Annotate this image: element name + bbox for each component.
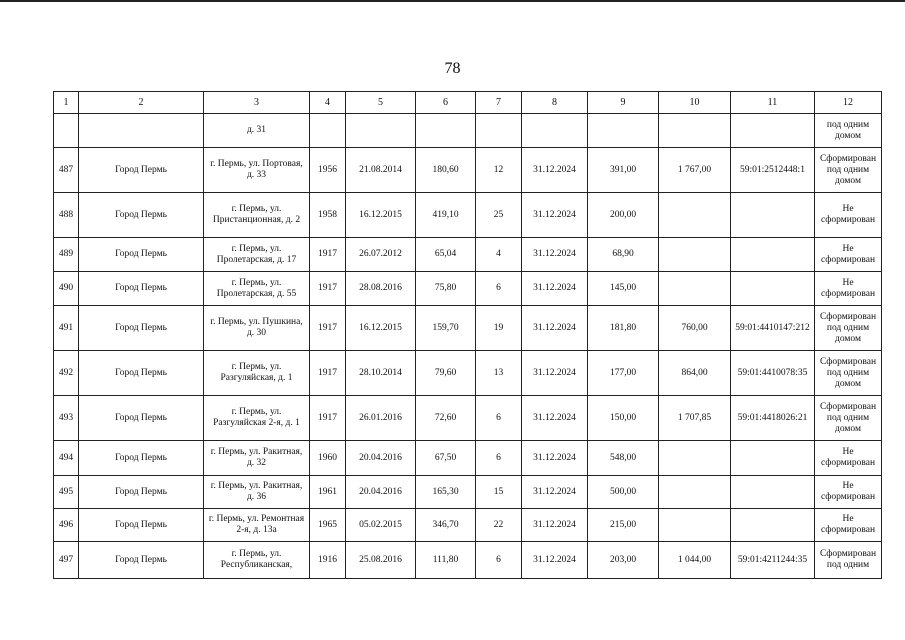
address-cell: г. Пермь, ул. Разгуляйская, д. 1 [204,351,310,396]
count-cell: 6 [476,542,522,579]
amount-cell: 1 707,85 [659,396,731,441]
count-cell: 6 [476,272,522,306]
area-cell: 65,04 [416,238,476,272]
column-header: 9 [588,92,659,114]
date-cell: 16.12.2015 [346,193,416,238]
amount-cell [659,441,731,476]
deadline-cell: 31.12.2024 [522,509,588,542]
cadastral-number-cell [731,238,815,272]
row-number-cell: 495 [54,476,79,509]
address-cell: г. Пермь, ул. Ракитная, д. 36 [204,476,310,509]
deadline-cell: 31.12.2024 [522,306,588,351]
count-cell: 12 [476,148,522,193]
table-row [54,476,882,509]
table-row [54,306,882,351]
count-cell: 6 [476,396,522,441]
row-number-cell: 490 [54,272,79,306]
municipality-cell: Город Пермь [79,396,204,441]
count-cell: 15 [476,476,522,509]
area-cell: 165,30 [416,476,476,509]
column-header: 5 [346,92,416,114]
count-cell: 13 [476,351,522,396]
deadline-cell: 31.12.2024 [522,476,588,509]
table-row [54,441,882,476]
year-cell: 1916 [310,542,346,579]
count-cell: 19 [476,306,522,351]
status-cell: под одним домом [815,114,882,148]
cadastral-number-cell [731,476,815,509]
deadline-cell: 31.12.2024 [522,441,588,476]
date-cell: 28.10.2014 [346,351,416,396]
value-cell: 68,90 [588,238,659,272]
area-cell: 67,50 [416,441,476,476]
row-number-cell: 489 [54,238,79,272]
amount-cell [659,509,731,542]
table-row [54,509,882,542]
table-row [54,351,882,396]
area-cell: 346,70 [416,509,476,542]
row-number-cell: 496 [54,509,79,542]
municipality-cell: Город Пермь [79,306,204,351]
amount-cell [659,476,731,509]
column-header: 8 [522,92,588,114]
table-row [54,238,882,272]
value-cell: 181,80 [588,306,659,351]
page-number: 78 [444,60,461,77]
register-table [53,91,882,579]
year-cell: 1958 [310,193,346,238]
cadastral-number-cell: 59:01:4410078:35 [731,351,815,396]
address-cell: г. Пермь, ул. Республиканская, [204,542,310,579]
area-cell: 79,60 [416,351,476,396]
count-cell: 25 [476,193,522,238]
status-cell: Сформирован под одним домом [815,351,882,396]
column-header: 6 [416,92,476,114]
municipality-cell: Город Пермь [79,351,204,396]
deadline-cell: 31.12.2024 [522,396,588,441]
column-header: 10 [659,92,731,114]
municipality-cell: Город Пермь [79,509,204,542]
area-cell: 75,80 [416,272,476,306]
table-body [54,92,882,579]
area-cell: 180,60 [416,148,476,193]
row-number-cell: 492 [54,351,79,396]
date-cell: 21.08.2014 [346,148,416,193]
value-cell: 177,00 [588,351,659,396]
amount-cell [659,272,731,306]
cadastral-number-cell: 59:01:4211244:35 [731,542,815,579]
value-cell: 145,00 [588,272,659,306]
year-cell: 1917 [310,272,346,306]
column-header: 12 [815,92,882,114]
year-cell: 1960 [310,441,346,476]
status-cell: Не сформирован [815,476,882,509]
value-cell: 215,00 [588,509,659,542]
status-cell: Сформирован под одним домом [815,148,882,193]
address-cell: г. Пермь, ул. Пушкина, д. 30 [204,306,310,351]
year-cell: 1917 [310,306,346,351]
area-cell: 111,80 [416,542,476,579]
value-cell: 391,00 [588,148,659,193]
cadastral-number-cell: 59:01:2512448:1 [731,148,815,193]
row-number-cell: 488 [54,193,79,238]
deadline-cell: 31.12.2024 [522,193,588,238]
table-row [54,272,882,306]
table-row [54,148,882,193]
municipality-cell: Город Пермь [79,441,204,476]
row-number-cell: 487 [54,148,79,193]
address-cell: г. Пермь, ул. Разгуляйская 2-я, д. 1 [204,396,310,441]
deadline-cell: 31.12.2024 [522,272,588,306]
deadline-cell: 31.12.2024 [522,542,588,579]
table-row [54,396,882,441]
area-cell: 159,70 [416,306,476,351]
address-cell: г. Пермь, ул. Пролетарская, д. 55 [204,272,310,306]
table-row [54,542,882,579]
column-header: 1 [54,92,79,114]
year-cell: 1956 [310,148,346,193]
status-cell: Сформирован под одним домом [815,306,882,351]
address-cell: г. Пермь, ул. Ракитная, д. 32 [204,441,310,476]
cadastral-number-cell: 59:01:4418026:21 [731,396,815,441]
address-cell: г. Пермь, ул. Ремонтная 2-я, д. 13а [204,509,310,542]
year-cell: 1917 [310,238,346,272]
count-cell: 22 [476,509,522,542]
year-cell: 1917 [310,351,346,396]
date-cell: 05.02.2015 [346,509,416,542]
count-cell: 6 [476,441,522,476]
address-cell: д. 31 [204,114,310,148]
cadastral-number-cell [731,193,815,238]
count-cell: 4 [476,238,522,272]
cadastral-number-cell [731,441,815,476]
status-cell: Не сформирован [815,238,882,272]
address-cell: г. Пермь, ул. Пристанционная, д. 2 [204,193,310,238]
date-cell: 20.04.2016 [346,441,416,476]
status-cell: Не сформирован [815,509,882,542]
status-cell: Сформирован под одним домом [815,396,882,441]
date-cell: 25.08.2016 [346,542,416,579]
value-cell: 548,00 [588,441,659,476]
date-cell: 26.07.2012 [346,238,416,272]
municipality-cell: Город Пермь [79,238,204,272]
date-cell: 26.01.2016 [346,396,416,441]
column-header: 7 [476,92,522,114]
municipality-cell: Город Пермь [79,193,204,238]
deadline-cell: 31.12.2024 [522,148,588,193]
municipality-cell: Город Пермь [79,542,204,579]
year-cell: 1961 [310,476,346,509]
column-header: 3 [204,92,310,114]
municipality-cell: Город Пермь [79,272,204,306]
cadastral-number-cell [731,272,815,306]
status-cell: Не сформирован [815,193,882,238]
municipality-cell: Город Пермь [79,476,204,509]
amount-cell: 864,00 [659,351,731,396]
status-cell: Не сформирован [815,441,882,476]
year-cell: 1965 [310,509,346,542]
year-cell: 1917 [310,396,346,441]
column-header: 11 [731,92,815,114]
cadastral-number-cell [731,509,815,542]
amount-cell: 1 044,00 [659,542,731,579]
amount-cell [659,238,731,272]
value-cell: 200,00 [588,193,659,238]
row-number-cell: 491 [54,306,79,351]
value-cell: 150,00 [588,396,659,441]
value-cell: 500,00 [588,476,659,509]
continuation-row [54,114,882,148]
amount-cell: 760,00 [659,306,731,351]
area-cell: 419,10 [416,193,476,238]
area-cell: 72,60 [416,396,476,441]
date-cell: 16.12.2015 [346,306,416,351]
table-row [54,193,882,238]
date-cell: 28.08.2016 [346,272,416,306]
amount-cell: 1 767,00 [659,148,731,193]
row-number-cell: 493 [54,396,79,441]
page-top-border [0,0,905,2]
municipality-cell: Город Пермь [79,148,204,193]
column-header: 4 [310,92,346,114]
status-cell: Не сформирован [815,272,882,306]
deadline-cell: 31.12.2024 [522,351,588,396]
amount-cell [659,193,731,238]
value-cell: 203,00 [588,542,659,579]
cadastral-number-cell: 59:01:4410147:212 [731,306,815,351]
status-cell: Сформирован под одним [815,542,882,579]
address-cell: г. Пермь, ул. Портовая, д. 33 [204,148,310,193]
address-cell: г. Пермь, ул. Пролетарская, д. 17 [204,238,310,272]
date-cell: 20.04.2016 [346,476,416,509]
deadline-cell: 31.12.2024 [522,238,588,272]
header-row [54,92,882,114]
column-header: 2 [79,92,204,114]
row-number-cell: 497 [54,542,79,579]
row-number-cell: 494 [54,441,79,476]
